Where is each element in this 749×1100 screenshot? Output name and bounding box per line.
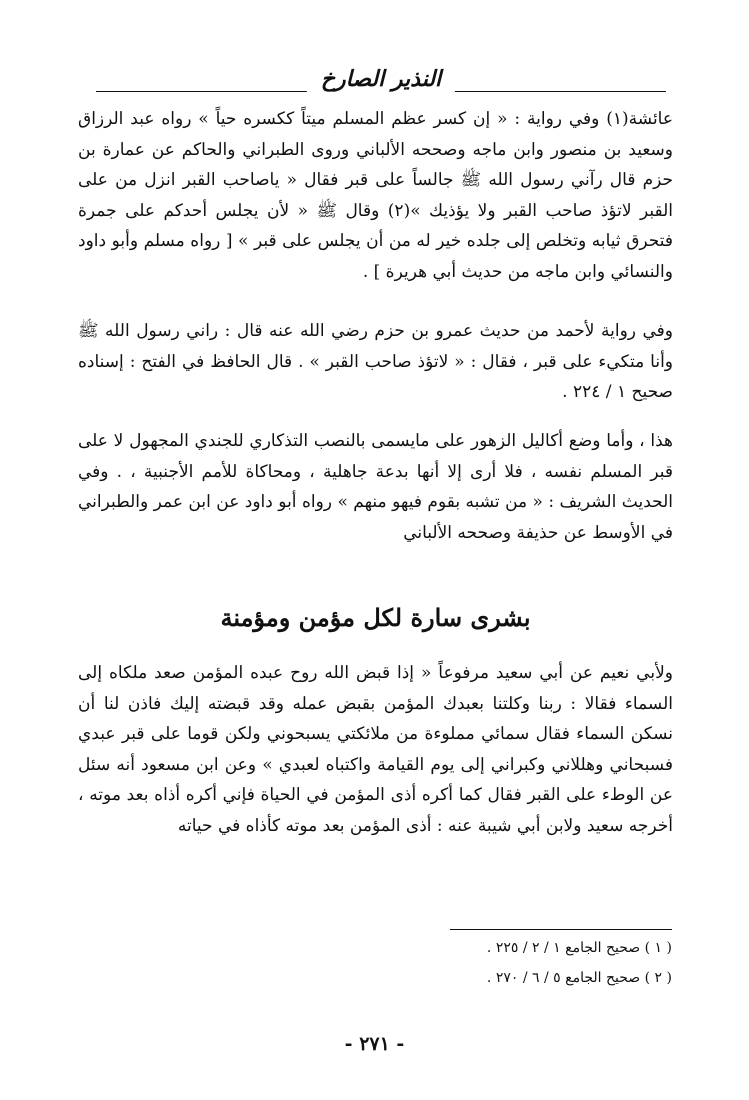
paragraph-text: وفي رواية لأحمد من حديث عمرو بن حزم رضي الله عنه قال : راني رسول الله ﷺ وأنا متكيء على قبر ، فقال : « لاتؤذ صاحب القبر » . قال الحافظ في الفتح : إسناده صحيح ١ / ٢٢٤ . [78,321,673,402]
paragraph-3 [78,426,673,548]
paragraph-4 [78,658,673,841]
running-header [96,66,666,100]
paragraph-text: هذا ، وأما وضع أكاليل الزهور على مايسمى بالنصب التذكاري للجندي المجهول لا على قبر المسلم نفسه ، فلا أرى إلا أنها بدعة جاهلية ، ومحاكاة للأمم الأجنبية ، . وفي الحديث الشريف : « من تشبه بقوم فيهو منهم » رواه أبو داود عن ابن عمر والطبراني في الأوسط عن حذيفة وصححه الألباني [78,431,673,543]
page-number: - ٢٧١ - [344,1033,405,1055]
footnote-rule [450,929,672,930]
paragraph-2 [78,316,673,408]
footnote-2: ( ٢ ) صحيح الجامع ٥ / ٦ / ٢٧٠ . [486,970,672,986]
paragraph-text: ولأبي نعيم عن أبي سعيد مرفوعاً « إذا قبض الله روح عبده المؤمن صعد ملكاه إلى السماء فقالا : ربنا وكلتنا بعبدك المؤمن بقبض عمله وقد قبضته إليك فاذن لنا أن نسكن السماء فقال سمائي مملوءة من ملائكتي يسبحوني ولكن قوما على قبر عبدي فسبحاني وهللاني وكبراني إلى يوم القيامة واكتباه لعبدي » وعن ابن مسعود أنه سئل عن الوطء على القبر فقال كما أكره أذى المؤمن في الحياة فإني أكره أذاه بعد موته ، أخرجه سعيد ولابن أبي شيبة عنه : أذى المؤمن بعد موته كأذاه في حياته [78,663,673,836]
paragraph-text: عائشة(١) وفي رواية : « إن كسر عظم المسلم ميتاً ككسره حياً » رواه عبد الرزاق وسعيد بن منصور وابن ماجه وصححه الألباني وروى الطبراني والحاكم عن عمارة بن حزم قال رآني رسول الله ﷺ جالساً على قبر فقال « ياصاحب القبر انزل من على القبر لاتؤذ صاحب القبر ولا يؤذيك »(٢) وقال ﷺ « لأن يجلس أحدكم على جمرة فتحرق ثيابه وتخلص إلى جلده خير له من أن يجلس على قبر » [ رواه مسلم وأبو داود والنسائي وابن ماجه من حديث أبي هريرة ] . [78,109,674,282]
section-heading: بشرى سارة لكل مؤمن ومؤمنة [220,603,531,632]
footnote-1: ( ١ ) صحيح الجامع ١ / ٢ / ٢٢٥ . [486,940,672,956]
footnotes [300,933,672,993]
header-title: النذير الصارخ [307,66,455,92]
paragraph-1 [78,104,673,287]
